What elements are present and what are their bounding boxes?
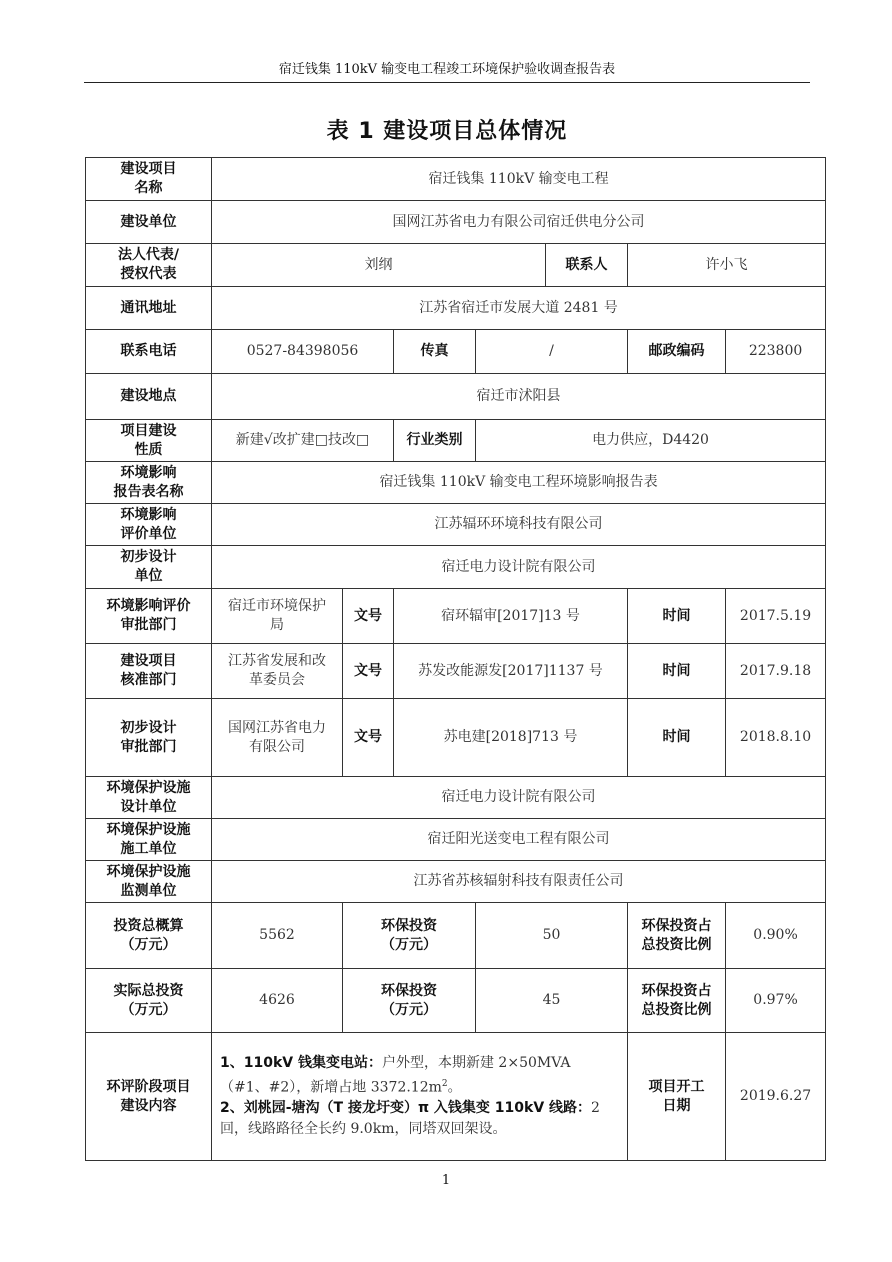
table-title: 表 1 建设项目总体情况	[326, 119, 568, 144]
location-value: 宿迁市沭阳县	[212, 374, 826, 420]
builder-value: 国网江苏省电力有限公司宿迁供电分公司	[212, 201, 826, 244]
project-overview-table	[85, 157, 826, 1161]
eia-report-value: 宿迁钱集 110kV 输变电工程环境影响报告表	[212, 462, 826, 504]
eia-unit-label: 环境影响 评价单位	[86, 504, 212, 546]
postcode-label: 邮政编码	[628, 330, 726, 374]
address-label: 通讯地址	[86, 287, 212, 330]
address-value: 江苏省宿迁市发展大道 2481 号	[212, 287, 826, 330]
actual-label: 实际总投资 （万元）	[86, 969, 212, 1033]
table-row	[86, 201, 826, 244]
table-row	[86, 819, 826, 861]
table-row	[86, 969, 826, 1033]
eia-approval-time-label: 时间	[628, 589, 726, 644]
start-date-value: 2019.6.27	[726, 1033, 826, 1161]
env-construct-label: 环境保护设施 施工单位	[86, 819, 212, 861]
eia-approval-time: 2017.5.19	[726, 589, 826, 644]
eia-unit-value: 江苏辐环环境科技有限公司	[212, 504, 826, 546]
builder-label: 建设单位	[86, 201, 212, 244]
actual-value: 4626	[212, 969, 343, 1033]
design-approval-time: 2018.8.10	[726, 699, 826, 777]
fax-value: /	[476, 330, 628, 374]
start-date-label: 项目开工 日期	[628, 1033, 726, 1161]
industry-value: 电力供应，D4420	[476, 420, 826, 462]
design-approval-label: 初步设计 审批部门	[86, 699, 212, 777]
env-construct-value: 宿迁阳光送变电工程有限公司	[212, 819, 826, 861]
content-item2-head: 2、刘桃园-塘沟（T 接龙圩变）π 入钱集变 110kV 线路：	[220, 1100, 592, 1117]
env-design-value: 宿迁电力设计院有限公司	[212, 777, 826, 819]
content-item1-head: 1、110kV 钱集变电站：	[220, 1054, 382, 1071]
project-approval-doc: 苏发改能源发[2017]1137 号	[394, 644, 628, 699]
fax-label: 传真	[394, 330, 476, 374]
table-row	[86, 644, 826, 699]
design-approval-dept: 国网江苏省电力 有限公司	[212, 699, 343, 777]
budget-ratio-label: 环保投资占 总投资比例	[628, 903, 726, 969]
eia-approval-doc: 宿环辐审[2017]13 号	[394, 589, 628, 644]
budget-label: 投资总概算 （万元）	[86, 903, 212, 969]
nature-value: 新建√改扩建□技改□	[212, 420, 394, 462]
project-approval-label: 建设项目 核准部门	[86, 644, 212, 699]
project-approval-doc-label: 文号	[343, 644, 394, 699]
design-approval-doc-label: 文号	[343, 699, 394, 777]
actual-env-label: 环保投资 （万元）	[343, 969, 476, 1033]
table-row	[86, 1033, 826, 1161]
budget-value: 5562	[212, 903, 343, 969]
eia-report-label: 环境影响 报告表名称	[86, 462, 212, 504]
design-unit-label: 初步设计 单位	[86, 546, 212, 589]
table-row	[86, 287, 826, 330]
content-item2-text: 2 回，线路路径全长约 9.0km，同塔双回架设。	[220, 1100, 600, 1138]
table-row	[86, 699, 826, 777]
project-name-value: 宿迁钱集 110kV 输变电工程	[212, 158, 826, 201]
table-row	[86, 589, 826, 644]
actual-env-value: 45	[476, 969, 628, 1033]
budget-env-value: 50	[476, 903, 628, 969]
table-row	[86, 777, 826, 819]
project-name-label: 建设项目 名称	[86, 158, 212, 201]
content-item1-sup: 2	[441, 1078, 448, 1089]
budget-env-label: 环保投资 （万元）	[343, 903, 476, 969]
actual-ratio-label: 环保投资占 总投资比例	[628, 969, 726, 1033]
nature-label: 项目建设 性质	[86, 420, 212, 462]
design-approval-time-label: 时间	[628, 699, 726, 777]
design-approval-doc: 苏电建[2018]713 号	[394, 699, 628, 777]
header-rule	[84, 82, 810, 83]
project-approval-dept: 江苏省发展和改 革委员会	[212, 644, 343, 699]
table-row	[86, 158, 826, 201]
env-monitor-label: 环境保护设施 监测单位	[86, 861, 212, 903]
table-row	[86, 504, 826, 546]
table-row	[86, 903, 826, 969]
contact-label: 联系人	[546, 244, 628, 287]
content-item1-text: 户外型，本期新建 2×50MVA（#1、#2），新增占地 3372.12m	[220, 1054, 571, 1096]
env-design-label: 环境保护设施 设计单位	[86, 777, 212, 819]
postcode-value: 223800	[726, 330, 826, 374]
phone-value: 0527-84398056	[212, 330, 394, 374]
industry-label: 行业类别	[394, 420, 476, 462]
project-approval-time: 2017.9.18	[726, 644, 826, 699]
contact-value: 许小飞	[628, 244, 826, 287]
table-row	[86, 861, 826, 903]
design-unit-value: 宿迁电力设计院有限公司	[212, 546, 826, 589]
eia-approval-label: 环境影响评价 审批部门	[86, 589, 212, 644]
budget-ratio-value: 0.90%	[726, 903, 826, 969]
content-body	[212, 1033, 628, 1161]
content-item1-end: 。	[447, 1079, 462, 1096]
project-approval-time-label: 时间	[628, 644, 726, 699]
table-row	[86, 546, 826, 589]
page-number: 1	[441, 1173, 451, 1188]
page-header: 宿迁钱集 110kV 输变电工程竣工环境保护验收调查报告表	[278, 62, 616, 77]
legal-rep-label: 法人代表/ 授权代表	[86, 244, 212, 287]
legal-rep-value: 刘纲	[212, 244, 546, 287]
location-label: 建设地点	[86, 374, 212, 420]
env-monitor-value: 江苏省苏核辐射科技有限责任公司	[212, 861, 826, 903]
actual-ratio-value: 0.97%	[726, 969, 826, 1033]
content-label: 环评阶段项目 建设内容	[86, 1033, 212, 1161]
eia-approval-doc-label: 文号	[343, 589, 394, 644]
table-row	[86, 462, 826, 504]
table-row	[86, 330, 826, 374]
eia-approval-dept: 宿迁市环境保护 局	[212, 589, 343, 644]
table-row	[86, 420, 826, 462]
phone-label: 联系电话	[86, 330, 212, 374]
table-row	[86, 244, 826, 287]
table-row	[86, 374, 826, 420]
